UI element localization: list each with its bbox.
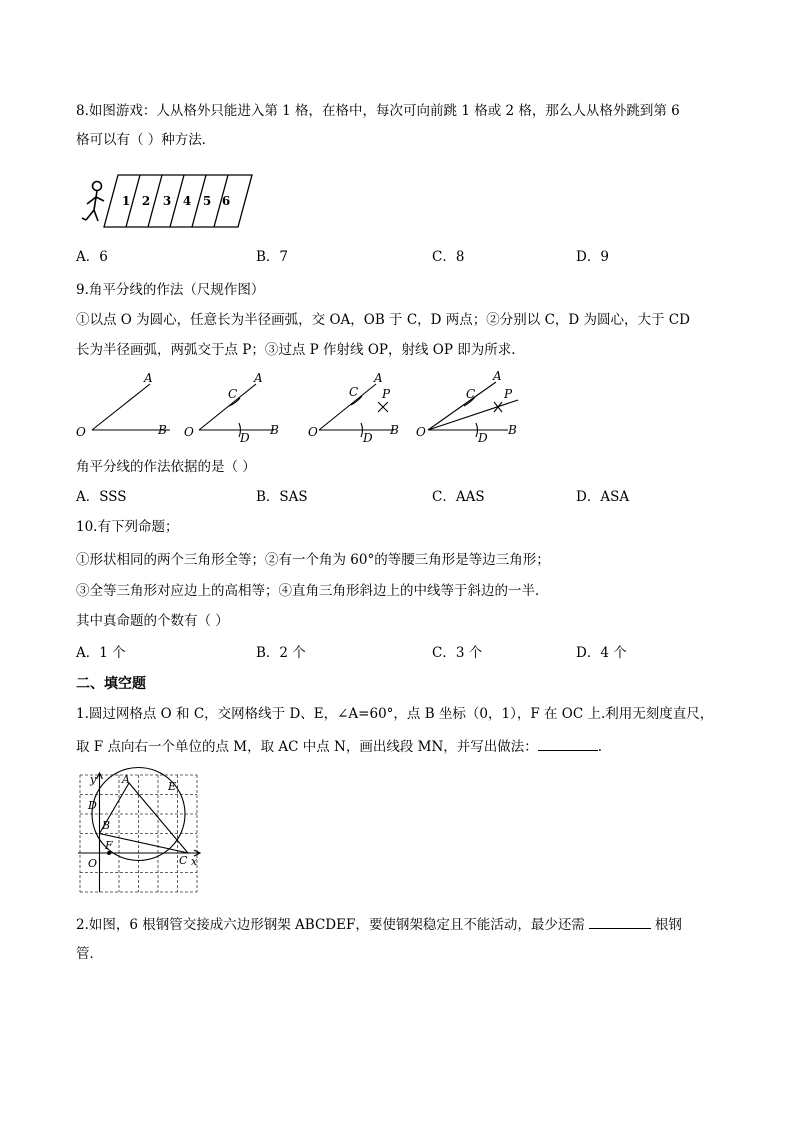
fig4-label-d: D [478, 431, 488, 445]
q9-option-b[interactable]: B．SAS [256, 489, 308, 505]
fig3-label-o: O [308, 425, 318, 439]
fig4-label-o: O [416, 425, 426, 439]
fig1-label-a: A [144, 371, 153, 385]
q8-options [76, 247, 716, 267]
f2-line1 [76, 914, 682, 935]
f1-line2-text: 取 F 点向右一个单位的点 M，取 AC 中点 N，画出线段 MN，并写出做法： [76, 739, 538, 755]
fig3-label-c: C [349, 385, 359, 399]
cell-4: 4 [182, 194, 192, 208]
f1-label-x: x [191, 855, 198, 868]
f1-answer-blank[interactable] [538, 736, 598, 751]
q10-option-d[interactable]: D．4 个 [576, 645, 627, 661]
q8-grid-figure [78, 170, 258, 232]
f1-line1: 1.圆过网格点 O 和 C，交网格线于 D、E，∠A=60°，点 B 坐标（0，1），F 在 OC 上.利用无刻度直尺， [76, 706, 714, 722]
cell-5: 5 [202, 194, 212, 208]
fig1-label-b: B [158, 423, 167, 437]
f1-label-o: O [88, 857, 98, 870]
fig3-label-a: A [374, 371, 383, 385]
fig3-label-b: B [390, 423, 399, 437]
f1-label-f: F [105, 839, 113, 852]
q9-text-line2: 长为半径画弧，两弧交于点 P；③过点 P 作射线 OP，射线 OP 即为所求. [76, 342, 516, 358]
fig4-label-p: P [504, 387, 513, 401]
q9-options [76, 487, 716, 507]
f1-label-e: E [168, 780, 177, 793]
f2-answer-blank[interactable] [589, 914, 651, 929]
f1-grid-circle-figure [76, 771, 202, 895]
q10-options [76, 643, 716, 663]
fig1-label-o: O [76, 425, 86, 439]
f1-label-c: C [179, 854, 188, 867]
q10-line1: ①形状相同的两个三角形全等；②有一个角为 60°的等腰三角形是等边三角形； [76, 552, 550, 568]
q10-option-b[interactable]: B．2 个 [256, 645, 306, 661]
section-heading-fill-in: 二、填空题 [76, 676, 146, 692]
fig2-label-d: D [240, 431, 250, 445]
q9-title: 9.角平分线的作法（尺规作图） [76, 282, 265, 298]
q10-option-c[interactable]: C．3 个 [432, 645, 483, 661]
q9-option-c[interactable]: C．AAS [432, 489, 485, 505]
cell-2: 2 [141, 194, 151, 208]
f1-label-y: y [90, 773, 97, 786]
f1-line2-end: . [597, 739, 603, 755]
q10-line2: ③全等三角形对应边上的高相等；④直角三角形斜边上的中线等于斜边的一半． [76, 583, 549, 599]
f1-label-a: A [122, 773, 130, 786]
f1-label-b: B [102, 819, 111, 832]
q8-option-d[interactable]: D．9 [576, 249, 609, 265]
q10-title: 10.有下列命题； [76, 519, 179, 535]
fig4-label-c: C [466, 387, 476, 401]
q9-option-d[interactable]: D．ASA [576, 489, 630, 505]
fig2-label-o: O [184, 425, 194, 439]
q8-text-line2: 格可以有（ ）种方法． [76, 132, 216, 148]
q9-text-line1: ①以点 O 为圆心，任意长为半径画弧，交 OA，OB 于 C，D 两点；②分别以 C，D 为圆心，大于 CD [76, 312, 690, 328]
fig3-label-p: P [382, 387, 391, 401]
fig2-label-a: A [254, 371, 263, 385]
cell-6: 6 [221, 194, 231, 208]
f2-line1-end: 根钢 [654, 917, 682, 933]
q9-option-a[interactable]: A．SSS [76, 489, 127, 505]
q10-question: 其中真命题的个数有（ ） [76, 613, 229, 629]
q10-option-a[interactable]: A．1 个 [76, 645, 126, 661]
f1-label-d: D [88, 799, 97, 812]
cell-3: 3 [162, 194, 172, 208]
fig4-label-a: A [493, 369, 502, 383]
cell-1: 1 [121, 194, 131, 208]
person-icon [82, 182, 104, 222]
f1-line2 [76, 736, 602, 757]
fig4-label-b: B [508, 423, 517, 437]
fig2-label-b: B [270, 423, 279, 437]
q8-option-b[interactable]: B．7 [256, 249, 289, 265]
f2-line2: 管． [76, 946, 103, 962]
fig3-label-d: D [363, 431, 373, 445]
q9-bisector-figures [76, 368, 536, 450]
q9-question: 角平分线的作法依据的是（ ） [76, 459, 256, 475]
fig2-label-c: C [228, 387, 238, 401]
q8-text-line1: 8.如图游戏：人从格外只能进入第 1 格，在格中，每次可向前跳 1 格或 2 格，那么人从格外跳到第 6 [76, 103, 680, 119]
q8-option-c[interactable]: C．8 [432, 249, 465, 265]
q8-option-a[interactable]: A．6 [76, 249, 108, 265]
f2-line1-text: 2.如图，6 根钢管交接成六边形钢架 ABCDEF，要使钢架稳定且不能活动，最少还需 [76, 917, 585, 933]
